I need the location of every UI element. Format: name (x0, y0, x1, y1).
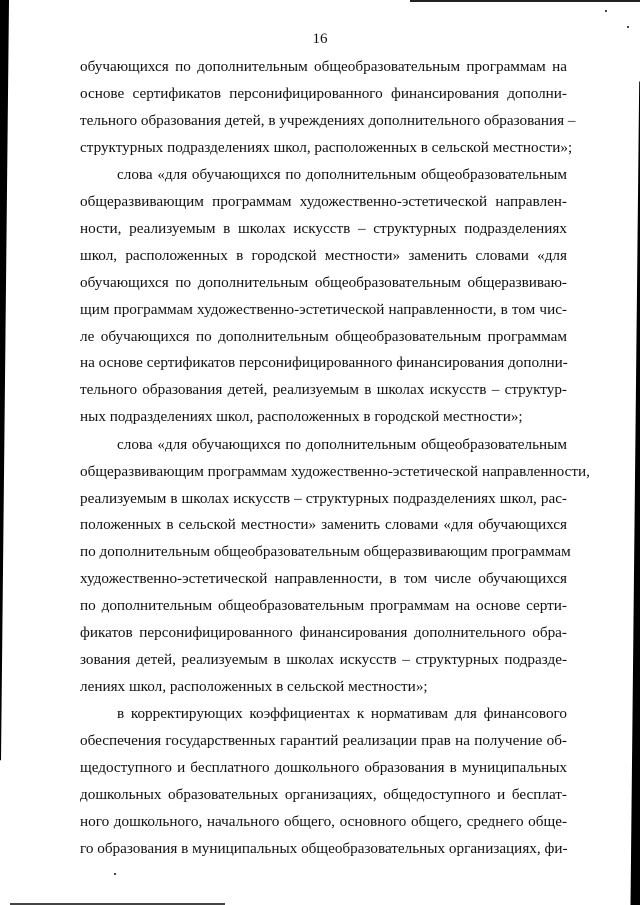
text-line: дошкольных образовательных организациях, общедоступного и бесплат- (80, 786, 567, 803)
page-number: 16 (312, 31, 328, 47)
text-line: реализуемым в школах искусств – структурных подразделениях школ, рас- (80, 490, 567, 507)
scan-edge-left (0, 0, 10, 905)
text-line: го образования в муниципальных общеобразовательных организациях, фи- (80, 840, 568, 857)
text-line: по дополнительным общеобразовательным программам на основе серти- (80, 597, 567, 614)
text-line: ных подразделениях школ, расположенных в городской местности»; (80, 408, 523, 425)
scan-speck (114, 873, 116, 875)
text-line: обеспечения государственных гарантий реализации прав на получение об- (80, 732, 567, 749)
text-line: обучающихся по дополнительным общеобразовательным программам на (80, 58, 567, 75)
text-line: общеразвивающим программам художественно-эстетической направленности, (80, 463, 590, 480)
text-line: тельного образования детей, в учреждениях дополнительного образования – (80, 112, 576, 129)
text-line: школ, расположенных в городской местности» заменить словами «для (80, 247, 567, 264)
text-line: положенных в сельской местности» заменить словами «для обучающихся (80, 516, 567, 533)
text-line: основе сертификатов персонифицированного финансирования дополни- (80, 85, 567, 102)
text-line: в корректирующих коэффициентах к нормативам для финансового (117, 705, 567, 722)
text-line: щедоступного и бесплатного дошкольного образования в муниципальных (80, 759, 567, 776)
scan-speck (605, 10, 607, 12)
text-line: слова «для обучающихся по дополнительным общеобразовательным (117, 166, 567, 183)
text-line: тельного образования детей, реализуемым в школах искусств – структур- (80, 381, 567, 398)
text-line: ного дошкольного, начального общего, основного общего, среднего обще- (80, 813, 567, 830)
text-line: ле обучающихся по дополнительным общеобразовательным программам (80, 328, 567, 345)
text-line: на основе сертификатов персонифицированного финансирования дополни- (80, 354, 568, 371)
text-line: по дополнительным общеобразовательным общеразвивающим программам (80, 543, 571, 560)
text-line: фикатов персонифицированного финансирования дополнительного обра- (80, 624, 567, 641)
scan-speck (627, 26, 629, 28)
scan-edge-right (630, 0, 640, 905)
text-line: обучающихся по дополнительным общеобразовательным общеразвиваю- (80, 274, 567, 291)
text-line: щим программам художественно-эстетической направленности, в том чис- (80, 301, 567, 318)
text-line: слова «для обучающихся по дополнительным общеобразовательным (117, 436, 567, 453)
text-line: лениях школ, расположенных в сельской местности»; (80, 678, 428, 695)
text-line: ности, реализуемым в школах искусств – структурных подразделениях (80, 220, 567, 237)
text-line: зования детей, реализуемым в школах искусств – структурных подразде- (80, 651, 567, 668)
text-line: общеразвивающим программам художественно-эстетической направлен- (80, 193, 567, 210)
text-line: структурных подразделениях школ, расположенных в сельской местности»; (80, 139, 573, 156)
text-line: художественно-эстетической направленности, в том числе обучающихся (80, 570, 567, 587)
scan-edge-top (410, 0, 640, 2)
